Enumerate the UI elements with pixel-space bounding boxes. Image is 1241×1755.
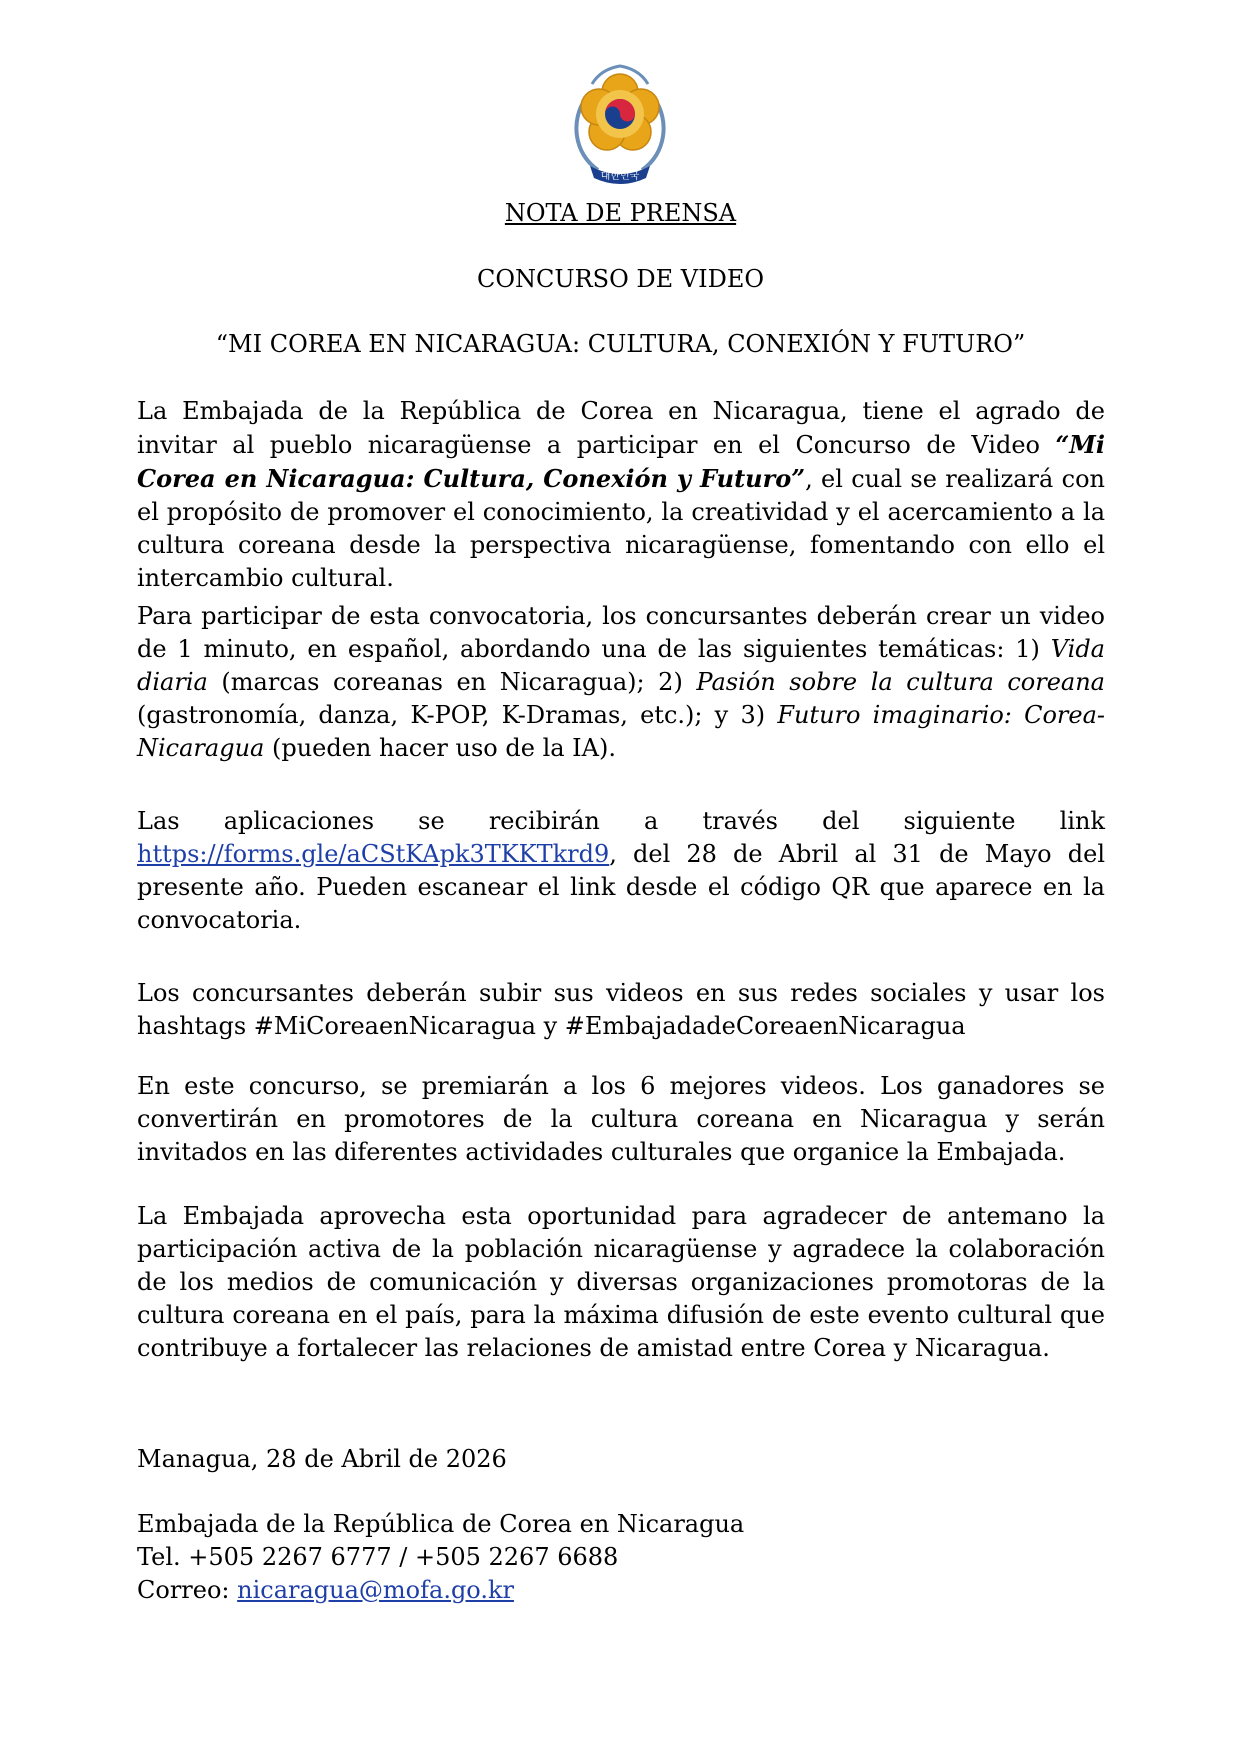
embassy-emblem-logo [564,58,676,186]
contest-label: CONCURSO DE VIDEO [476,265,765,293]
paragraph-acknowledgement [137,1200,1105,1365]
paragraph-requirements [137,600,1105,765]
paragraph-applications [137,805,1105,937]
paragraph-hashtags [137,977,1105,1043]
paragraph-invitation [137,395,1105,595]
paragraph-text: , del 28 de Abril al 31 de Mayo del presente año. Pueden escanear el link desde el código QR que aparece en la convocatoria. [137,840,1105,934]
paragraph-text: Para participar de esta convocatoria, los concursantes deberán crear un video de 1 minuto, en español, abordando una de las siguientes temáticas: 1) [137,602,1105,663]
theme-1: Vida diaria [137,635,1105,696]
paragraph-text: Los concursantes deberán subir sus videos en sus redes sociales y usar los hashtags #MiCoreaenNicaragua y #EmbajadadeCoreaenNicaragua [137,979,1105,1040]
application-form-link[interactable]: https://forms.gle/aCStKApk3TKKTkrd9 [137,840,610,868]
paragraph-text: (gastronomía, danza, K-POP, K-Dramas, etc.); y 3) [137,701,778,729]
emblem-svg [564,58,676,186]
contact-block [137,1508,1105,1607]
paragraph-text: La Embajada de la República de Corea en Nicaragua, tiene el agrado de invitar al pueblo nicaragüense a participar en el Concurso de Video [137,397,1105,459]
telephone-line: Tel. +505 2267 6777 / +505 2267 6688 [137,1543,619,1571]
paragraph-text: , el cual se realizará con el propósito de promover el conocimiento, la creatividad y el acercamiento a la cultura coreana desde la perspectiva nicaragüense, fomentando con ello el intercambio cultural. [137,465,1105,592]
organization-name: Embajada de la República de Corea en Nicaragua [137,1510,745,1538]
paragraph-text: (pueden hacer uso de la IA). [264,734,616,762]
contest-title: “MI COREA EN NICARAGUA: CULTURA, CONEXIÓN Y FUTURO” [215,330,1026,358]
date-line: Managua, 28 de Abril de 2026 [137,1445,507,1473]
theme-3: Futuro imaginario: Corea-Nicaragua [137,701,1106,762]
paragraph-text: Las aplicaciones se recibirán a través del siguiente link [137,807,1105,835]
contest-name-emphasis: “Mi Corea en Nicaragua: Cultura, Conexión y Futuro” [137,430,1105,493]
emblem-ribbon-text: 대한민국 [600,171,640,182]
theme-2: Pasión sobre la cultura coreana [696,668,1105,696]
email-link[interactable]: nicaragua@mofa.go.kr [237,1576,514,1604]
paragraph-prizes [137,1070,1105,1169]
paragraph-text: (marcas coreanas en Nicaragua); 2) [207,668,697,696]
paragraph-text: La Embajada aprovecha esta oportunidad para agradecer de antemano la participación activa de la población nicaragüense y agradece la colaboración de los medios de comunicación y diversas organizaciones promotoras de la cultura coreana en el país, para la máxima difusión de este evento cultural que contribuye a fortalecer las relaciones de amistad entre Corea y Nicaragua. [137,1202,1105,1362]
email-label: Correo: [137,1576,238,1604]
press-release-label: NOTA DE PRENSA [504,199,737,227]
paragraph-text: En este concurso, se premiarán a los 6 mejores videos. Los ganadores se convertirán en promotores de la cultura coreana en Nicaragua y serán invitados en las diferentes actividades culturales que organice la Embajada. [137,1072,1105,1166]
email-line [137,1574,1105,1607]
